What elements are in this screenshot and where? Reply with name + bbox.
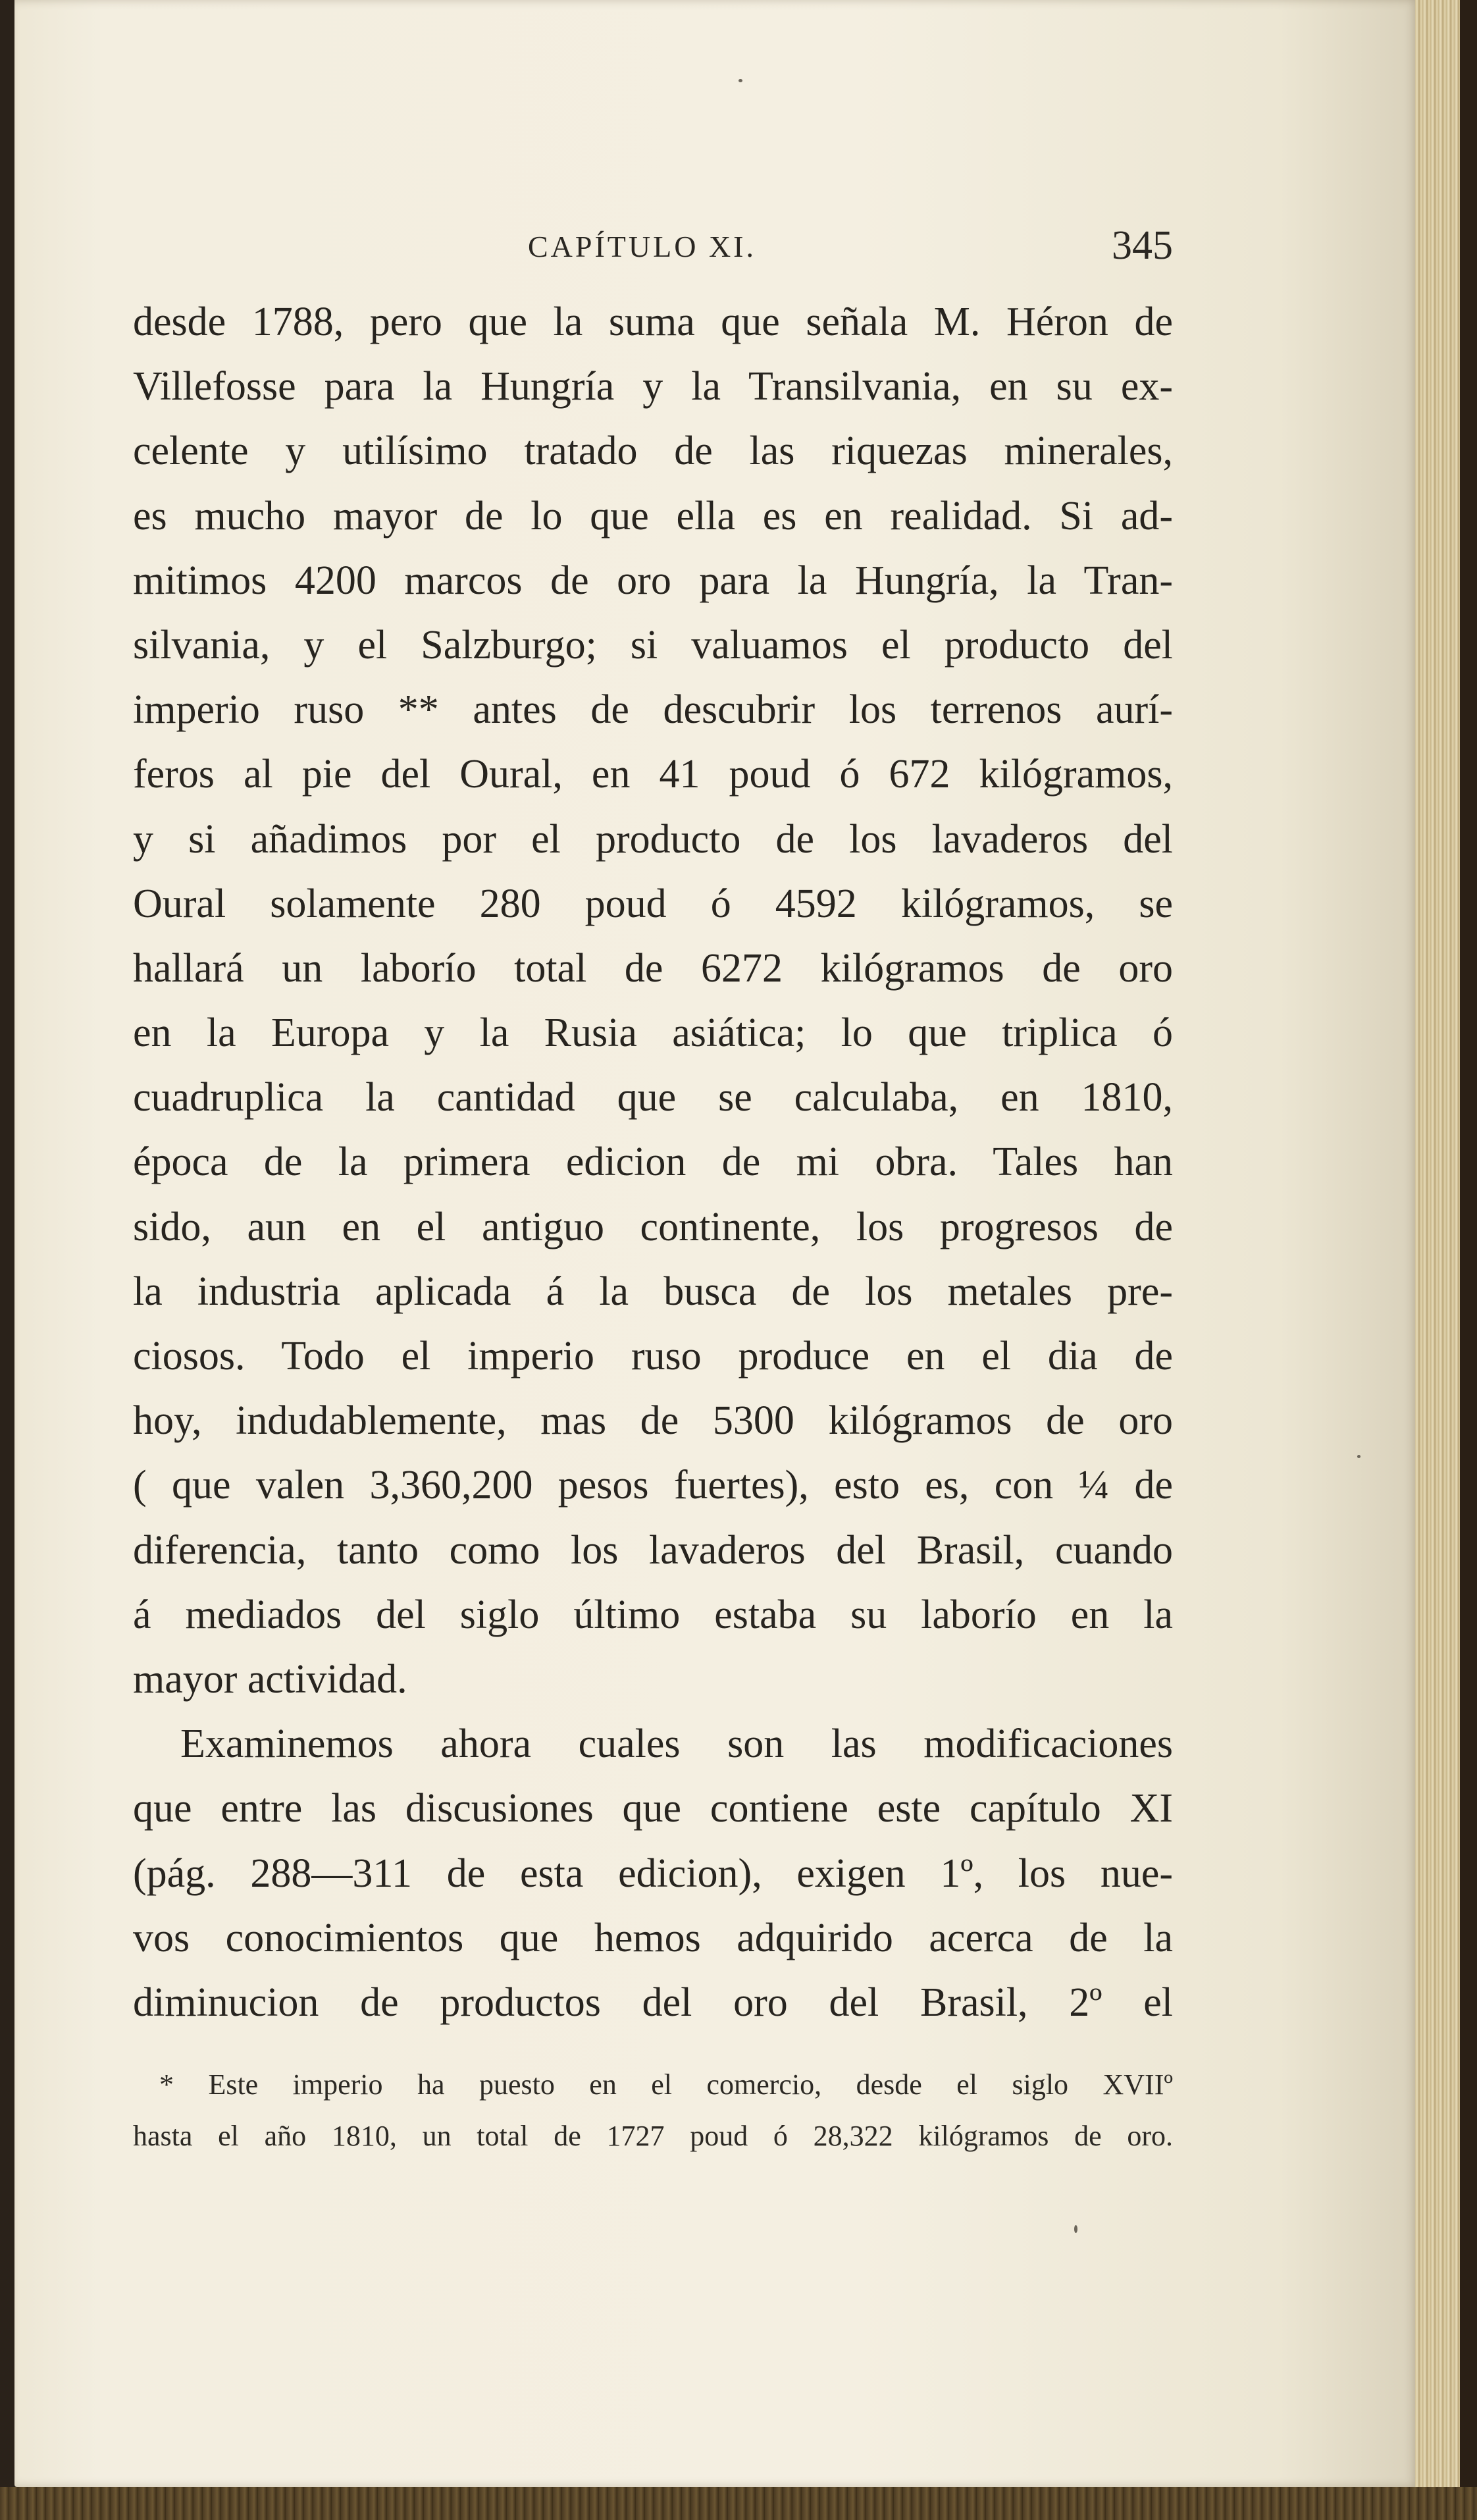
text-line: que entre las discusiones que contiene este capítulo XI — [133, 1786, 1173, 1831]
paper-speck — [1074, 2225, 1077, 2233]
text-line: hallará un laborío total de 6272 kilógramos de oro — [133, 945, 1173, 991]
text-line: en la Europa y la Rusia asiática; lo que triplica ó — [133, 1011, 1173, 1056]
text-line: la industria aplicada á la busca de los metales pre- — [133, 1269, 1173, 1314]
text-line: desde 1788, pero que la suma que señala M. Héron de — [133, 300, 1173, 344]
page-number: 345 — [1112, 223, 1173, 268]
text-line: celente y utilísimo tratado de las riquezas minerales, — [133, 429, 1173, 474]
text-line: Oural solamente 280 poud ó 4592 kilógramos, se — [133, 881, 1173, 926]
text-line: sido, aun en el antiguo continente, los progresos de — [133, 1204, 1173, 1249]
text-line: vos conocimientos que hemos adquirido acerca de la — [133, 1915, 1173, 1960]
book-cover-edge — [1460, 0, 1477, 2520]
text-line: diferencia, tanto como los lavaderos del Brasil, cuando — [133, 1527, 1173, 1573]
text-line: época de la primera edicion de mi obra. Tales han — [133, 1140, 1173, 1185]
text-line: Examinemos ahora cuales son las modificaciones — [180, 1721, 1173, 1767]
text-line: ( que valen 3,360,200 pesos fuertes), esto es, con ¼ de — [133, 1463, 1173, 1508]
paper-speck — [738, 79, 742, 82]
book-bottom-edge — [0, 2487, 1477, 2520]
text-line: es mucho mayor de lo que ella es en realidad. Si ad- — [133, 493, 1173, 538]
text-line: Villefosse para la Hungría y la Transilvania, en su ex- — [133, 364, 1173, 409]
text-line: (pág. 288—311 de esta edicion), exigen 1º, los nue- — [133, 1851, 1173, 1896]
text-line: imperio ruso ** antes de descubrir los terrenos aurí- — [133, 687, 1173, 733]
text-line: mitimos 4200 marcos de oro para la Hungría, la Tran- — [133, 558, 1173, 603]
book-page — [14, 0, 1418, 2487]
text-line: diminucion de productos del oro del Brasil, 2º el — [133, 1980, 1173, 2025]
footnote-line: * Este imperio ha puesto en el comercio, desde el siglo XVIIº — [159, 2068, 1173, 2101]
text-line: ciosos. Todo el imperio ruso produce en el dia de — [133, 1334, 1173, 1378]
page-header — [133, 223, 1173, 282]
text-line: cuadruplica la cantidad que se calculaba, en 1810, — [133, 1075, 1173, 1120]
body-text — [133, 290, 1173, 2035]
text-line: silvania, y el Salzburgo; si valuamos el producto del — [133, 622, 1173, 668]
running-head: CAPÍTULO XI. — [528, 230, 756, 263]
paper-speck — [1357, 1455, 1360, 1458]
footnote — [133, 2059, 1173, 2162]
text-line: mayor actividad. — [133, 1656, 407, 1702]
text-line: á mediados del siglo último estaba su laborío en la — [133, 1592, 1173, 1637]
text-line: hoy, indudablemente, mas de 5300 kilógramos de oro — [133, 1398, 1173, 1444]
text-line: y si añadimos por el producto de los lavaderos del — [133, 816, 1173, 862]
text-line: feros al pie del Oural, en 41 poud ó 672 kilógramos, — [133, 752, 1173, 797]
footnote-line: hasta el año 1810, un total de 1727 poud ó 28,322 kilógramos de oro. — [133, 2120, 1173, 2152]
